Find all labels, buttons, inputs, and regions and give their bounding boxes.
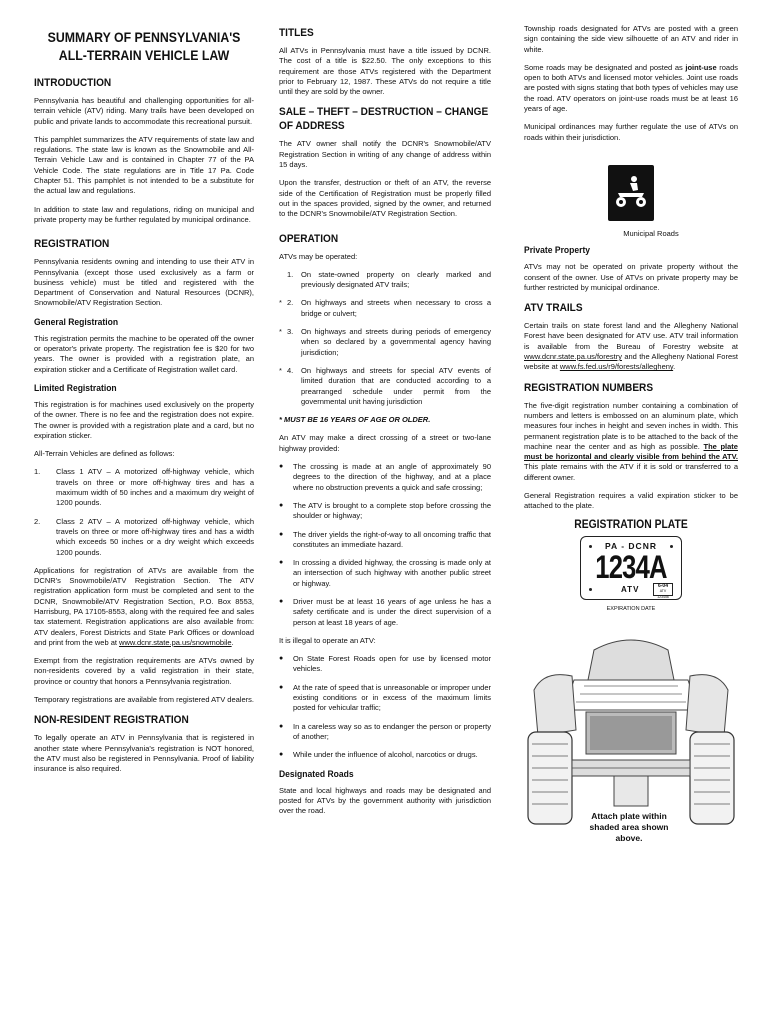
column-right xyxy=(524,24,738,844)
section-heading-registration-numbers: REGISTRATION NUMBERS xyxy=(524,381,654,394)
plate-top-text: PA - DCNR xyxy=(605,540,657,551)
page-title: SUMMARY OF PENNSYLVANIA'S ALL-TERRAIN VEHICLE LAW xyxy=(47,29,241,63)
plate-number: 1234A xyxy=(595,548,667,585)
list-text: In crossing a divided highway, the crossing is made only at an intersection of such highway with another public street or highway. xyxy=(293,558,491,588)
applications-text: Applications for registration of ATVs are available from the DCNR's Snowmobile/ATV Registration Section. The ATV registration application form must be completed and sent to the DCNR, Snowmobile/ATV Registration Section, P.O. Box 8553, Harrisburg, PA 17105-8553, along with the required fee and sales tax statement. Registration applications are also available from: ATV dealers, Forest Districts and State Park Offices or download and print from the web at xyxy=(34,565,254,647)
list-text: Class 1 ATV – A motorized off-highway vehicle, which travels on three or more off-highway tires and has a maximum width of 50 inches and a maximum dry weight of 1200 pounds. xyxy=(56,467,254,508)
list-text: The driver yields the right-of-way to all oncoming traffic that constitutes an immediate hazard. xyxy=(293,529,491,549)
bullet-icon: ● xyxy=(279,655,284,663)
operation-intro: ATVs may be operated: xyxy=(279,251,358,261)
subheading-general-registration: General Registration xyxy=(34,316,119,328)
list-text: On state-owned property on clearly marked and previously designated ATV trails; xyxy=(301,269,491,290)
regnum-text: The five-digit registration number containing a combination of numbers and letters is embossed on an aluminum plate, which measures four inches in height and seven inches in width. This permanent registration plate is to be attached to the back of the machine near the center and as high as possible. xyxy=(524,400,738,451)
township-paragraph: Township roads designated for ATVs are posted with a green sign containing the side view silhouette of an ATV and rider in white. xyxy=(524,24,738,54)
expiration-label: EXPIRATION DATE xyxy=(606,605,656,612)
intro-paragraph-2: This pamphlet summarizes the ATV requirements of state law and regulations. The state law is known as the Snowmobile and All-Terrain Vehicle Law and is contained in Chapter 77 of the PA Vehicle Code. The state regulations are in Title 17 Pa. Code Chapter 51. This pamphlet is not intended to be a substitute for the actual law and regulations. xyxy=(34,134,254,196)
asterisk-mark: * xyxy=(279,327,282,337)
column-middle xyxy=(279,24,491,824)
list-text: The crossing is made at an angle of approximately 90 degrees to the direction of the highway, and at a place where no obstruction prevents a quick and safe crossing; xyxy=(293,462,491,492)
regnum-bold: The plate must be horizontal and clearly visible from behind the ATV. xyxy=(524,441,738,462)
asterisk-mark: * xyxy=(279,365,282,375)
section-heading-registration: REGISTRATION xyxy=(34,238,110,251)
list-text: On highways and streets for special ATV events of limited duration that are conducted according to a prearranged schedule under permit from the governmental unit having jurisdiction xyxy=(301,365,491,406)
sign-caption: Municipal Roads xyxy=(623,228,679,238)
list-text: The ATV is brought to a complete stop before crossing the shoulder or highway; xyxy=(293,500,491,521)
list-item xyxy=(279,558,491,589)
bullet-icon: ● xyxy=(279,530,284,538)
bullet-icon: ● xyxy=(279,751,284,759)
registration-paragraph: Pennsylvania residents owning and intending to use their ATV in Pennsylvania (except those used exclusively as a farm or business vehicle) must be titled and registered with the Department of Conservation and Natural Resources (DCNR), Snowmobile/ATV Registration Section. xyxy=(34,257,254,308)
list-item xyxy=(279,597,491,628)
crossing-intro: An ATV may make a direct crossing of a street or two-lane highway provided: xyxy=(279,433,491,453)
applications-text-end: . xyxy=(231,637,234,647)
municipal-paragraph: Municipal ordinances may further regulate the use of ATVs on roads within their jurisdiction. xyxy=(524,122,738,142)
list-item xyxy=(279,683,491,714)
subheading-private-property: Private Property xyxy=(524,245,591,257)
general-registration-paragraph: This registration permits the machine to be operated off the owner or operator's private property. The registration fee is $20 for two years. The owner is provided with a registration plate, an expiration sticker and a Certificate of Registration wallet card. xyxy=(34,333,254,374)
intro-paragraph-1: Pennsylvania has beautiful and challenging opportunities for all-terrain vehicle (ATV) riding. Many trails have been developed on public and private lands to accommodate this recreational pursuit. xyxy=(34,96,254,126)
illegal-list xyxy=(279,654,491,760)
attach-plate-caption: Attach plate within shaded area shown above. xyxy=(584,809,674,846)
trails-text-mid: and the Allegheny National Forest website at xyxy=(524,352,738,372)
bullet-icon: ● xyxy=(279,722,284,730)
trails-text: Certain trails on state forest land and the Allegheny National Forest have been designated for ATV use. ATV trail information is available from the Bureau of Forestry website at xyxy=(524,321,738,351)
snowmobile-web-link[interactable]: www.dcnr.state.pa.us/snowmobile xyxy=(119,637,232,647)
list-text: In a careless way so as to endanger the person or property of another; xyxy=(293,721,491,741)
list-item xyxy=(34,517,254,558)
list-item xyxy=(279,654,491,675)
trails-text-end: . xyxy=(673,362,676,372)
list-text: At the rate of speed that is unreasonable or improper under existing conditions or in excess of the maximum limits posted for vehicular traffic; xyxy=(293,682,491,713)
intro-paragraph-3: In addition to state law and regulations, riding on municipal and private property may be further regulated by municipal ordinance. xyxy=(34,204,254,224)
list-number: 1. xyxy=(287,269,294,279)
sale-paragraph-2: Upon the transfer, destruction or theft of an ATV, the reverse side of the Certification of Registration must be properly filled out in the spaces provided, signed by the owner, and returned to the DCNR's Snowmobile/ATV Registration Section. xyxy=(279,178,491,219)
allegheny-web-link[interactable]: www.fs.fed.us/r9/forests/allegheny xyxy=(559,362,674,372)
operation-list xyxy=(279,270,491,407)
designated-roads-paragraph: State and local highways and roads may be designated and posted for ATVs by the government authority with jurisdiction over the road. xyxy=(279,785,491,816)
sticker-paragraph: General Registration requires a valid expiration sticker to be attached to the plate. xyxy=(524,491,738,511)
age-requirement-note: * MUST BE 16 YEARS OF AGE OR OLDER. xyxy=(279,415,431,425)
illegal-intro: It is illegal to operate an ATV: xyxy=(279,635,376,645)
expiration-sticker xyxy=(653,582,673,599)
list-number: 2. xyxy=(34,516,41,526)
list-number: 1. xyxy=(34,467,41,477)
atv-road-sign-icon xyxy=(608,165,654,221)
section-heading-titles: TITLES xyxy=(279,27,314,39)
subheading-designated-roads: Designated Roads xyxy=(279,768,354,780)
list-item xyxy=(279,722,491,743)
list-text: On highways and streets when necessary to cross a bridge or culvert; xyxy=(301,298,491,318)
regnum-text-end: This plate remains with the ATV if it is sold or transferred to a different owner. xyxy=(524,462,738,482)
list-number: 4. xyxy=(287,365,294,375)
list-item xyxy=(279,366,491,407)
list-item xyxy=(279,298,491,319)
forestry-web-link[interactable]: www.dcnr.state.pa.us/forestry xyxy=(524,352,622,362)
list-text: Class 2 ATV – A motorized off-highway vehicle, which travels on three or more off-highway tires and has a width which exceeds 50 inches or a dry weight which exceeds 1200 pounds. xyxy=(56,516,254,557)
section-heading-introduction: INTRODUCTION xyxy=(34,77,112,89)
list-text: On highways and streets during periods of emergency when so declared by a governmental agency having jurisdiction; xyxy=(301,327,491,357)
bullet-icon: ● xyxy=(279,501,284,509)
list-item xyxy=(279,530,491,551)
joint-use-text-end: roads open to both ATVs and licensed motor vehicles. Joint use roads are posted with signs stating that both types of vehicles may use the road. ATV operators on joint-use roads must be at least 16 years of age. xyxy=(524,62,738,114)
sale-paragraph-1: The ATV owner shall notify the DCNR's Snowmobile/ATV Registration Section in writing of any change of address within 15 days. xyxy=(279,139,491,170)
bullet-icon: ● xyxy=(279,559,284,567)
asterisk-mark xyxy=(279,270,287,291)
atv-rear-icon xyxy=(524,620,738,834)
plate-atv-text: ATV xyxy=(621,584,640,594)
joint-use-paragraph xyxy=(524,63,738,114)
sticker-date: 6-04 xyxy=(657,582,668,589)
section-heading-atv-trails: ATV TRAILS xyxy=(524,302,583,315)
joint-use-bold: joint-use xyxy=(685,62,717,72)
section-heading-sale-theft: SALE – THEFT – DESTRUCTION – CHANGE OF ADDRESS xyxy=(279,106,489,133)
list-number: 2. xyxy=(287,298,294,308)
column-left xyxy=(34,24,254,783)
limited-registration-paragraph: This registration is for machines used exclusively on the property of the owner. There is no fee and the registration does not expire. The owner is provided with a registration plate and a card, but no expiration sticker. xyxy=(34,399,254,440)
section-heading-operation: OPERATION xyxy=(279,232,339,245)
exempt-paragraph: Exempt from the registration requirements are ATVs owned by non-residents covered by a valid registration in their state, province or country that honors a Pennsylvania registration. xyxy=(34,656,254,686)
registration-plate xyxy=(580,536,682,600)
list-text: While under the influence of alcohol, narcotics or drugs. xyxy=(293,750,478,760)
crossing-list xyxy=(279,462,491,628)
plate-heading: REGISTRATION PLATE xyxy=(574,518,688,531)
sticker-sub: ATV 123456 xyxy=(657,589,669,599)
asterisk-mark: * xyxy=(279,298,282,308)
private-property-paragraph: ATVs may not be operated on private property without the consent of the owner. Use of ATVs on private property may be further restricted by municipal ordinance. xyxy=(524,262,738,292)
list-text: On State Forest Roads open for use by licensed motor vehicles. xyxy=(293,654,491,674)
section-heading-non-resident: NON-RESIDENT REGISTRATION xyxy=(34,714,189,727)
bullet-icon: ● xyxy=(279,597,284,605)
atv-rear-illustration xyxy=(524,620,738,844)
list-number: 3. xyxy=(287,327,294,337)
bullet-icon: ● xyxy=(279,463,284,471)
subheading-limited-registration: Limited Registration xyxy=(34,382,117,394)
joint-use-text: Some roads may be designated and posted as xyxy=(524,62,686,72)
list-item xyxy=(34,467,254,508)
trails-paragraph xyxy=(524,321,738,372)
class-list xyxy=(34,467,254,557)
temporary-paragraph: Temporary registrations are available from registered ATV dealers. xyxy=(34,695,254,705)
titles-paragraph: All ATVs in Pennsylvania must have a title issued by DCNR. The cost of a title is $22.50. The only exceptions to this requirement are those ATVs registered with the Department prior to February 12, 1987. These ATVs do not require a title until they are sold by the owner. xyxy=(279,46,491,97)
bullet-icon: ● xyxy=(279,683,284,691)
list-item xyxy=(279,462,491,493)
list-item xyxy=(279,270,491,291)
applications-paragraph xyxy=(34,566,254,648)
plate-bolt-icon xyxy=(589,588,592,591)
definition-intro: All-Terrain Vehicles are defined as follows: xyxy=(34,449,175,459)
list-text: Driver must be at least 16 years of age unless he has a safety certificate and is under the direct supervision of a person at least 18 years of age. xyxy=(293,596,491,627)
non-resident-paragraph: To legally operate an ATV in Pennsylvania that is registered in another state where Pennsylvania's registration is NOT honored, the ATV must also be registered in Pennsylvania. Proof of liability insurance is also required. xyxy=(34,733,254,774)
list-item xyxy=(279,750,491,760)
registration-numbers-paragraph xyxy=(524,401,738,483)
list-item xyxy=(279,501,491,522)
list-item xyxy=(279,327,491,358)
